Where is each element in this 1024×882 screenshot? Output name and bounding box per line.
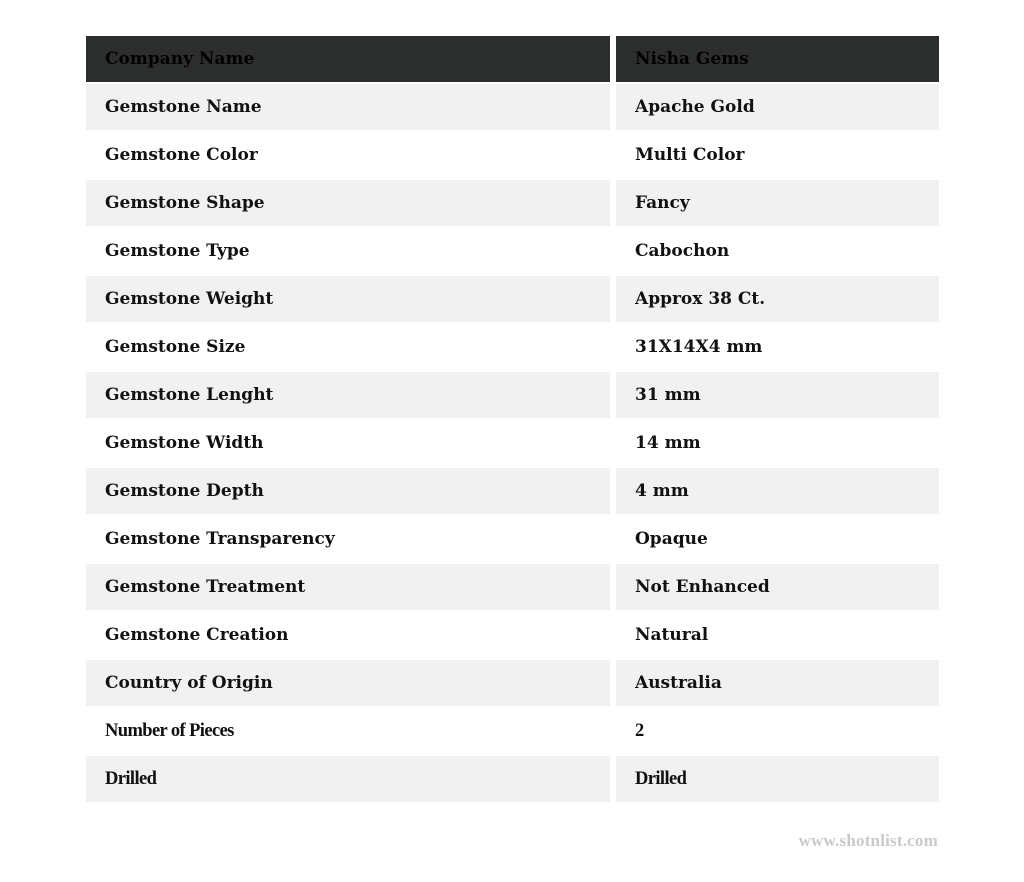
row-label: Gemstone Lenght	[86, 372, 610, 418]
row-value: Apache Gold	[616, 84, 939, 130]
row-label: Drilled	[86, 756, 610, 802]
row-label: Gemstone Weight	[86, 276, 610, 322]
table-row	[86, 708, 939, 754]
row-label: Gemstone Color	[86, 132, 610, 178]
header-company-name-label: Company Name	[86, 36, 610, 82]
row-value: 4 mm	[616, 468, 939, 514]
table-row	[86, 564, 939, 610]
row-label: Gemstone Name	[86, 84, 610, 130]
header-company-name-value: Nisha Gems	[616, 36, 939, 82]
table-row	[86, 228, 939, 274]
row-value: Fancy	[616, 180, 939, 226]
table-row	[86, 660, 939, 706]
row-value: Natural	[616, 612, 939, 658]
row-value: 31X14X4 mm	[616, 324, 939, 370]
row-label: Gemstone Size	[86, 324, 610, 370]
table-row	[86, 180, 939, 226]
row-value: Not Enhanced	[616, 564, 939, 610]
table-row	[86, 516, 939, 562]
table-row	[86, 756, 939, 802]
row-value: Cabochon	[616, 228, 939, 274]
row-label: Gemstone Shape	[86, 180, 610, 226]
table-row	[86, 324, 939, 370]
row-label: Gemstone Type	[86, 228, 610, 274]
row-value: Multi Color	[616, 132, 939, 178]
row-value: 31 mm	[616, 372, 939, 418]
gemstone-spec-table	[86, 36, 939, 804]
table-row	[86, 84, 939, 130]
watermark-text: www.shotnlist.com	[798, 831, 938, 850]
table-row	[86, 132, 939, 178]
row-value: 2	[616, 708, 939, 754]
table-row	[86, 276, 939, 322]
row-label: Gemstone Depth	[86, 468, 610, 514]
table-row	[86, 420, 939, 466]
table-row	[86, 468, 939, 514]
row-value: Approx 38 Ct.	[616, 276, 939, 322]
row-value: 14 mm	[616, 420, 939, 466]
row-value: Australia	[616, 660, 939, 706]
table-header-row	[86, 36, 939, 82]
row-label: Gemstone Treatment	[86, 564, 610, 610]
row-label: Gemstone Transparency	[86, 516, 610, 562]
table-row	[86, 372, 939, 418]
row-label: Gemstone Creation	[86, 612, 610, 658]
row-value: Drilled	[616, 756, 939, 802]
row-label: Country of Origin	[86, 660, 610, 706]
row-value: Opaque	[616, 516, 939, 562]
table-row	[86, 612, 939, 658]
row-label: Number of Pieces	[86, 708, 610, 754]
row-label: Gemstone Width	[86, 420, 610, 466]
